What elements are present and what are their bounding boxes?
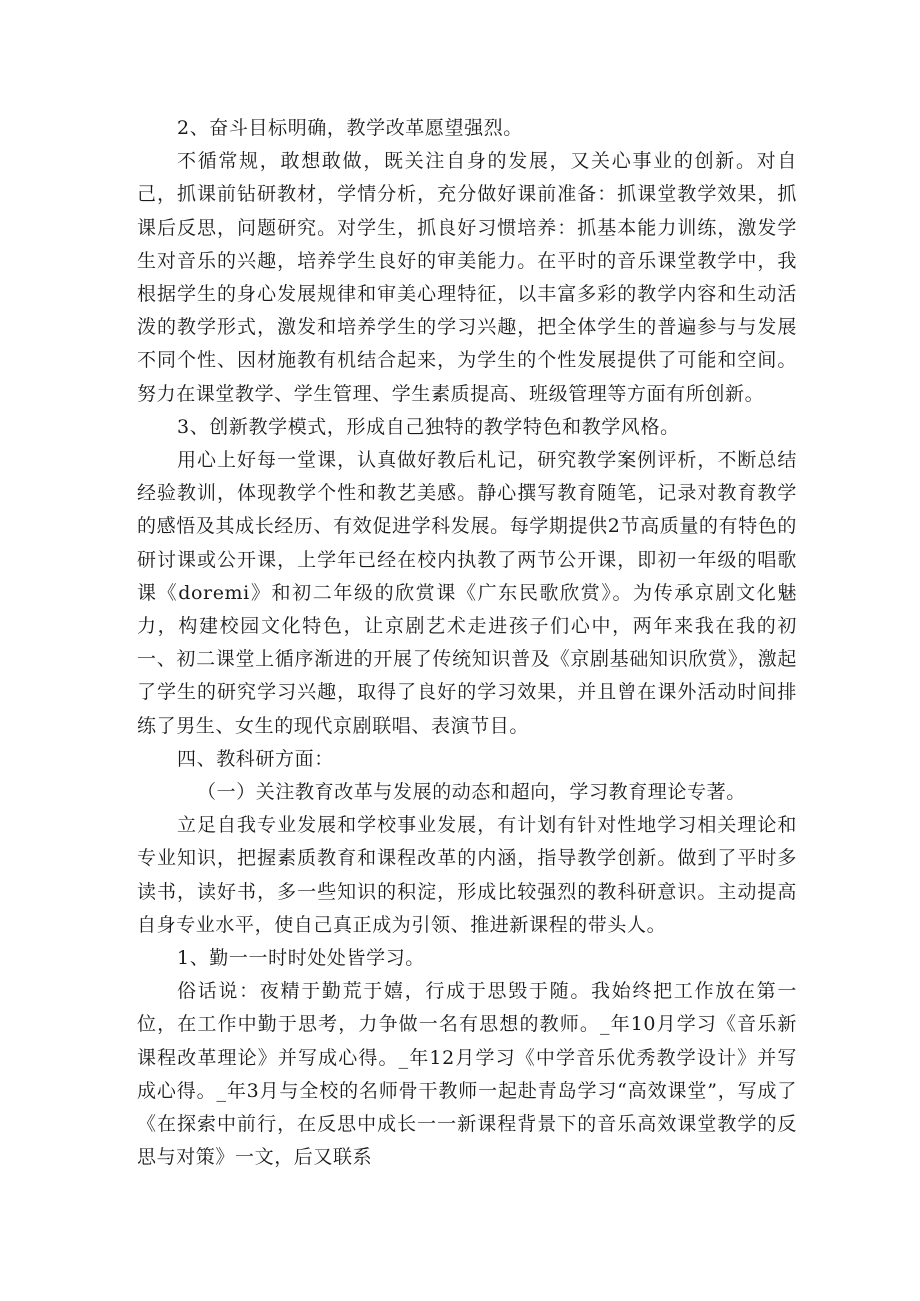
body-paragraph-innovation: 用心上好每一堂课，认真做好教后札记，研究教学案例评析，不断总结经验教训，体现教学个性和教艺美感。静心撰写教育随笔，记录对教育教学的感悟及其成长经历、有效促进学科发展。每学期提供2节高质量的有特色的研讨课或公开课，上学年已经在校内执教了两节公开课，即初一年级的唱歌课《doremi》和初二年级的欣赏课《广东民歌欣赏》。为传承京剧文化魅力，构建校园文化特色，让京剧艺术走进孩子们心中，两年来我在我的初一、初二课堂上循序渐进的开展了传统知识普及《京剧基础知识欣赏》，激起了学生的研究学习兴趣，取得了良好的学习效果，并且曾在课外活动时间排练了男生、女生的现代京剧联唱、表演节目。 [137, 449, 797, 737]
body-paragraph-reform: 立足自我专业发展和学校事业发展，有计划有针对性地学习相关理论和专业知识，把握素质教育和课程改革的内涵，指导教学创新。做到了平时多读书，读好书，多一些知识的积淀，形成比较强烈的教科研意识。主动提高自身专业水平，使自己真正成为引领、推进新课程的带头人。 [137, 814, 797, 936]
subsection-heading-reform: （一）关注教育改革与发展的动态和超向，学习教育理论专著。 [197, 781, 746, 804]
section-heading-goal: 2、奋斗目标明确，教学改革愿望强烈。 [177, 117, 523, 139]
section-heading-research: 四、教科研方面： [177, 747, 334, 770]
section-heading-innovation: 3、创新教学模式，形成自己独特的教学特色和教学风格。 [177, 415, 680, 438]
body-paragraph-goal: 不循常规，敢想敢做，既关注自身的发展，又关心事业的创新。对自己，抓课前钻研教材，学情分析，充分做好课前准备：抓课堂教学效果，抓课后反思，问题研究。对学生，抓良好习惯培养：抓基本能力训练，激发学生对音乐的兴趣，培养学生良好的审美能力。在平时的音乐课堂教学中，我根据学生的身心发展规律和审美心理特征，以丰富多彩的教学内容和生动活泼的教学形式，激发和培养学生的学习兴趣，把全体学生的普遍参与与发展不同个性、因材施教有机结合起来，为学生的个性发展提供了可能和空间。努力在课堂教学、学生管理、学生素质提高、班级管理等方面有所创新。 [137, 150, 797, 405]
document-body [137, 112, 797, 1175]
body-paragraph-study: 俗话说：夜精于勤荒于嬉，行成于思毁于随。我始终把工作放在第一位，在工作中勤于思考，力争做一名有思想的教师。_年10月学习《音乐新课程改革理论》并写成心得。_年12月学习《中学音乐优秀教学设计》并写成心得。_年3月与全校的名师骨干教师一起赴青岛学习“高效课堂”，写成了《在探索中前行，在反思中成长一一新课程背景下的音乐高效课堂教学的反思与对策》一文，后又联系 [137, 980, 797, 1169]
section-heading-study: 1、勤一一时时处处皆学习。 [177, 947, 425, 970]
